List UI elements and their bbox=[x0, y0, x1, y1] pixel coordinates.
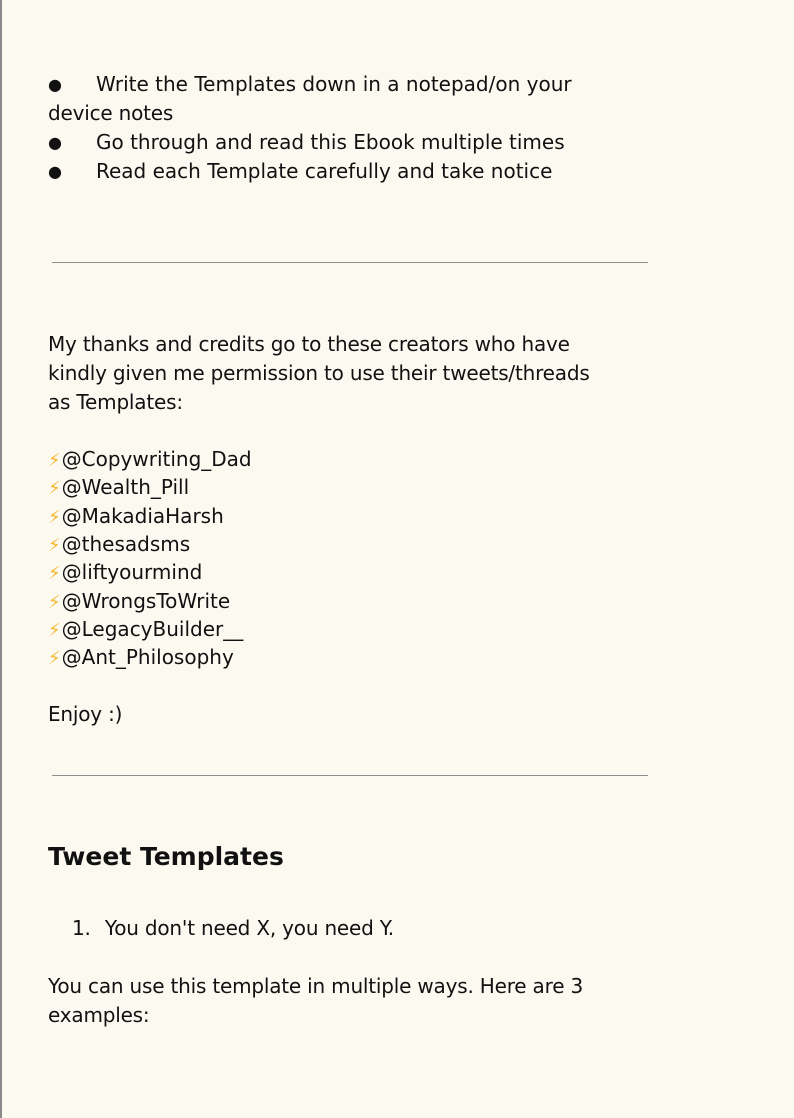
bullet-icon: ● bbox=[48, 75, 62, 94]
credits-text: as Templates: bbox=[48, 390, 183, 414]
creator-handle bbox=[48, 615, 243, 645]
tip-text-continued: device notes bbox=[48, 101, 174, 125]
lightning-bolt-icon: ⚡ bbox=[48, 478, 61, 500]
handle-text: @LegacyBuilder__ bbox=[61, 616, 244, 641]
creator-handle bbox=[48, 502, 224, 532]
lightning-bolt-icon: ⚡ bbox=[48, 591, 61, 613]
lightning-bolt-icon: ⚡ bbox=[48, 534, 61, 556]
lightning-bolt-icon: ⚡ bbox=[48, 563, 61, 585]
credits-text: My thanks and credits go to these creators who have bbox=[48, 332, 570, 356]
handle-text: @MakadiaHarsh bbox=[61, 503, 224, 528]
handle-text: @liftyourmind bbox=[61, 560, 203, 585]
enjoy-text: Enjoy :) bbox=[48, 702, 123, 726]
creator-handle bbox=[48, 587, 230, 617]
handle-text: @WrongsToWrite bbox=[61, 588, 231, 613]
divider bbox=[52, 775, 648, 776]
handle-text: @Copywriting_Dad bbox=[61, 447, 252, 471]
usage-text: examples: bbox=[48, 1003, 150, 1027]
tip-text: Write the Templates down in a notepad/on your bbox=[96, 72, 572, 96]
lightning-bolt-icon: ⚡ bbox=[48, 648, 61, 670]
creator-handle bbox=[48, 445, 252, 475]
section-title: Tweet Templates bbox=[48, 842, 284, 871]
template-item bbox=[72, 914, 394, 943]
handle-text: @Wealth_Pill bbox=[61, 475, 190, 500]
list-number: 1. bbox=[72, 916, 91, 940]
creator-handle bbox=[48, 530, 190, 560]
bullet-icon: ● bbox=[48, 162, 62, 181]
usage-text: You can use this template in multiple ways. Here are 3 bbox=[48, 974, 583, 998]
lightning-bolt-icon: ⚡ bbox=[48, 619, 61, 641]
credits-text: kindly given me permission to use their tweets/threads bbox=[48, 361, 590, 385]
creator-handle bbox=[48, 643, 234, 673]
divider bbox=[52, 262, 648, 263]
lightning-bolt-icon: ⚡ bbox=[48, 450, 61, 471]
creator-handle bbox=[48, 558, 202, 588]
handle-text: @Ant_Philosophy bbox=[61, 645, 234, 670]
page-edge bbox=[0, 0, 2, 1118]
template-text: You don't need X, you need Y. bbox=[104, 916, 394, 940]
tip-text: Read each Template carefully and take notice bbox=[96, 159, 553, 183]
lightning-bolt-icon: ⚡ bbox=[48, 506, 61, 528]
creator-handle bbox=[48, 473, 189, 503]
tip-text: Go through and read this Ebook multiple times bbox=[96, 130, 565, 154]
bullet-icon: ● bbox=[48, 133, 62, 152]
handle-text: @thesadsms bbox=[61, 531, 191, 556]
